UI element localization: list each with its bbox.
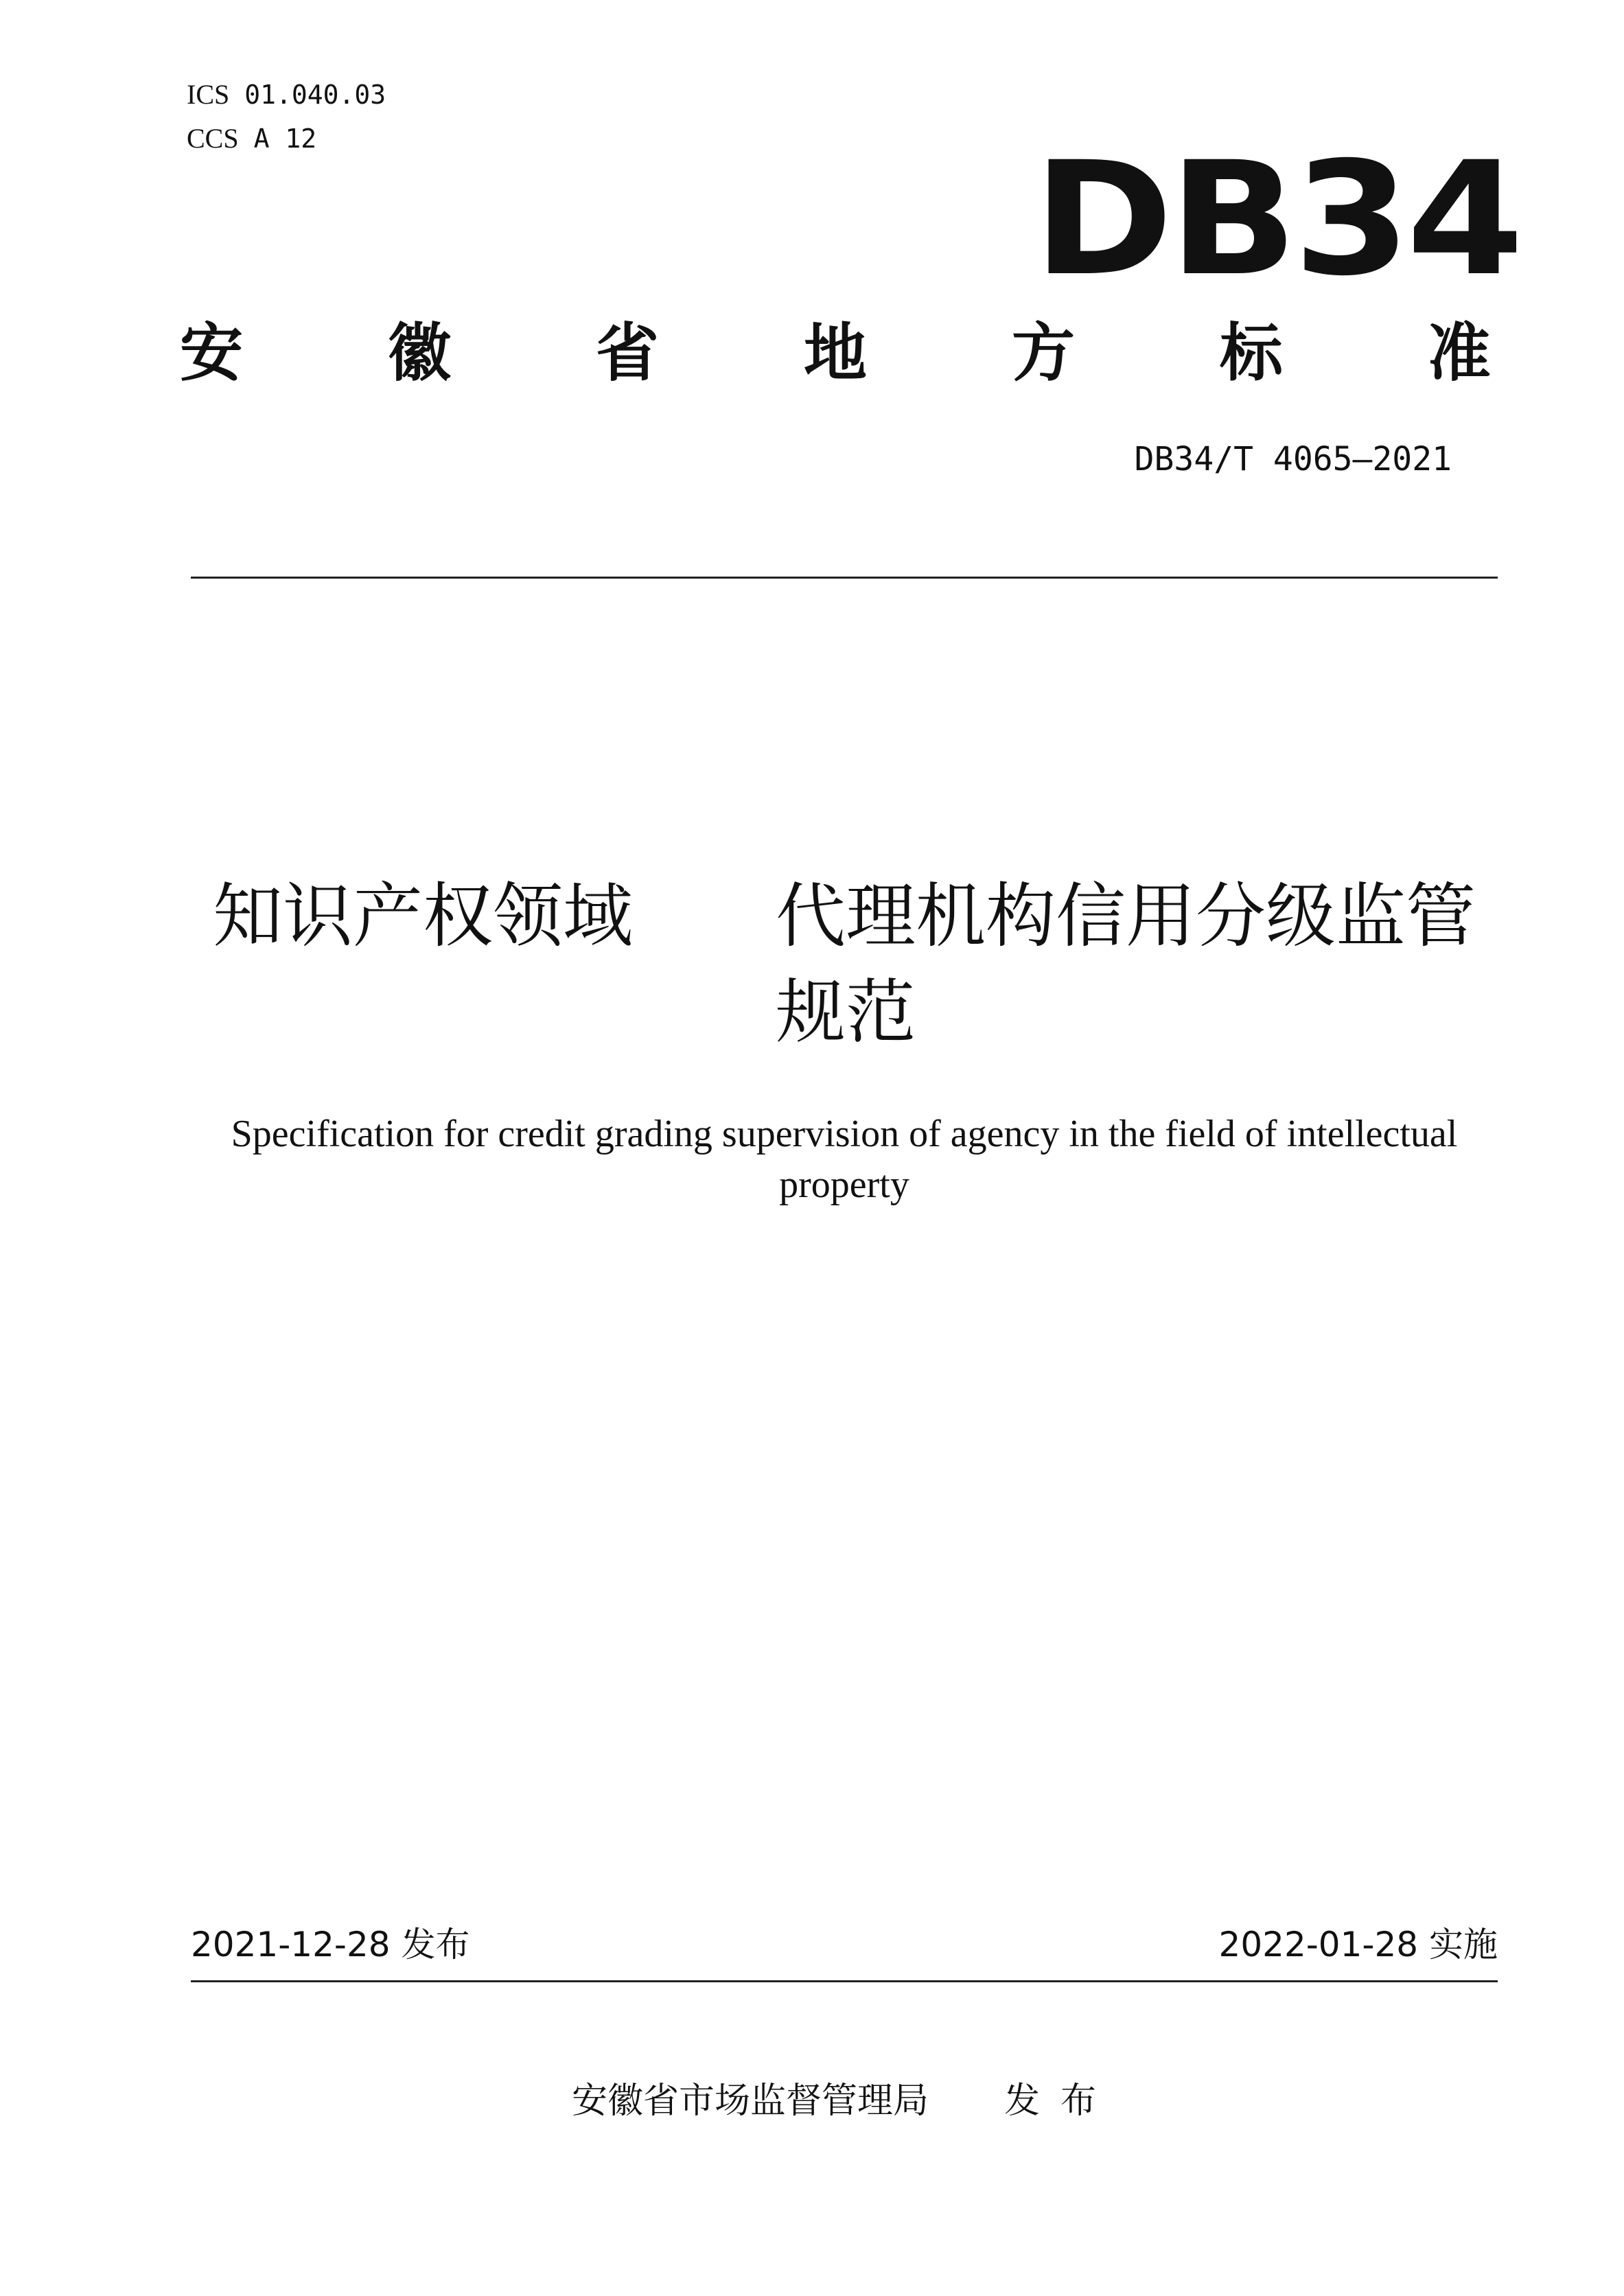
- ccs-label: CCS: [187, 123, 239, 154]
- issuer-action: 发布: [1004, 2080, 1117, 2122]
- ccs-line: [187, 125, 316, 152]
- category-char: 准: [1427, 316, 1491, 390]
- bottom-divider: [191, 1980, 1498, 1982]
- ccs-code: A 12: [253, 124, 317, 154]
- zh-title-part1: 知识产权领域: [213, 876, 633, 958]
- standard-category-title: [180, 316, 1491, 391]
- issuer-line: [412, 2080, 1277, 2122]
- en-title: Specification for credit grading supervision of agency in the field of intellectual property: [231, 1113, 1458, 1206]
- top-divider: [191, 577, 1498, 579]
- issuer-name: 安徽省市场监督管理局: [571, 2080, 929, 2122]
- category-char: 地: [803, 316, 867, 390]
- category-char: 徽: [387, 316, 451, 390]
- ics-label: ICS: [187, 79, 230, 110]
- db34-logo: DB34: [1033, 128, 1520, 310]
- standard-number: DB34/T 4065—2021: [1134, 440, 1452, 478]
- ics-code: 01.040.03: [244, 80, 386, 110]
- category-char: 方: [1011, 316, 1075, 390]
- zh-title-part2-line1: 代理机构信用分级监管: [776, 876, 1476, 958]
- category-char: 标: [1219, 316, 1283, 390]
- implement-date: 2022-01-28 实施: [1218, 1925, 1498, 1964]
- issue-date: 2021-12-28 发布: [191, 1925, 470, 1964]
- ics-line: [187, 81, 386, 108]
- category-char: 省: [595, 316, 659, 390]
- zh-title-part2-line2: 规范: [776, 972, 916, 1054]
- category-char: 安: [180, 316, 244, 390]
